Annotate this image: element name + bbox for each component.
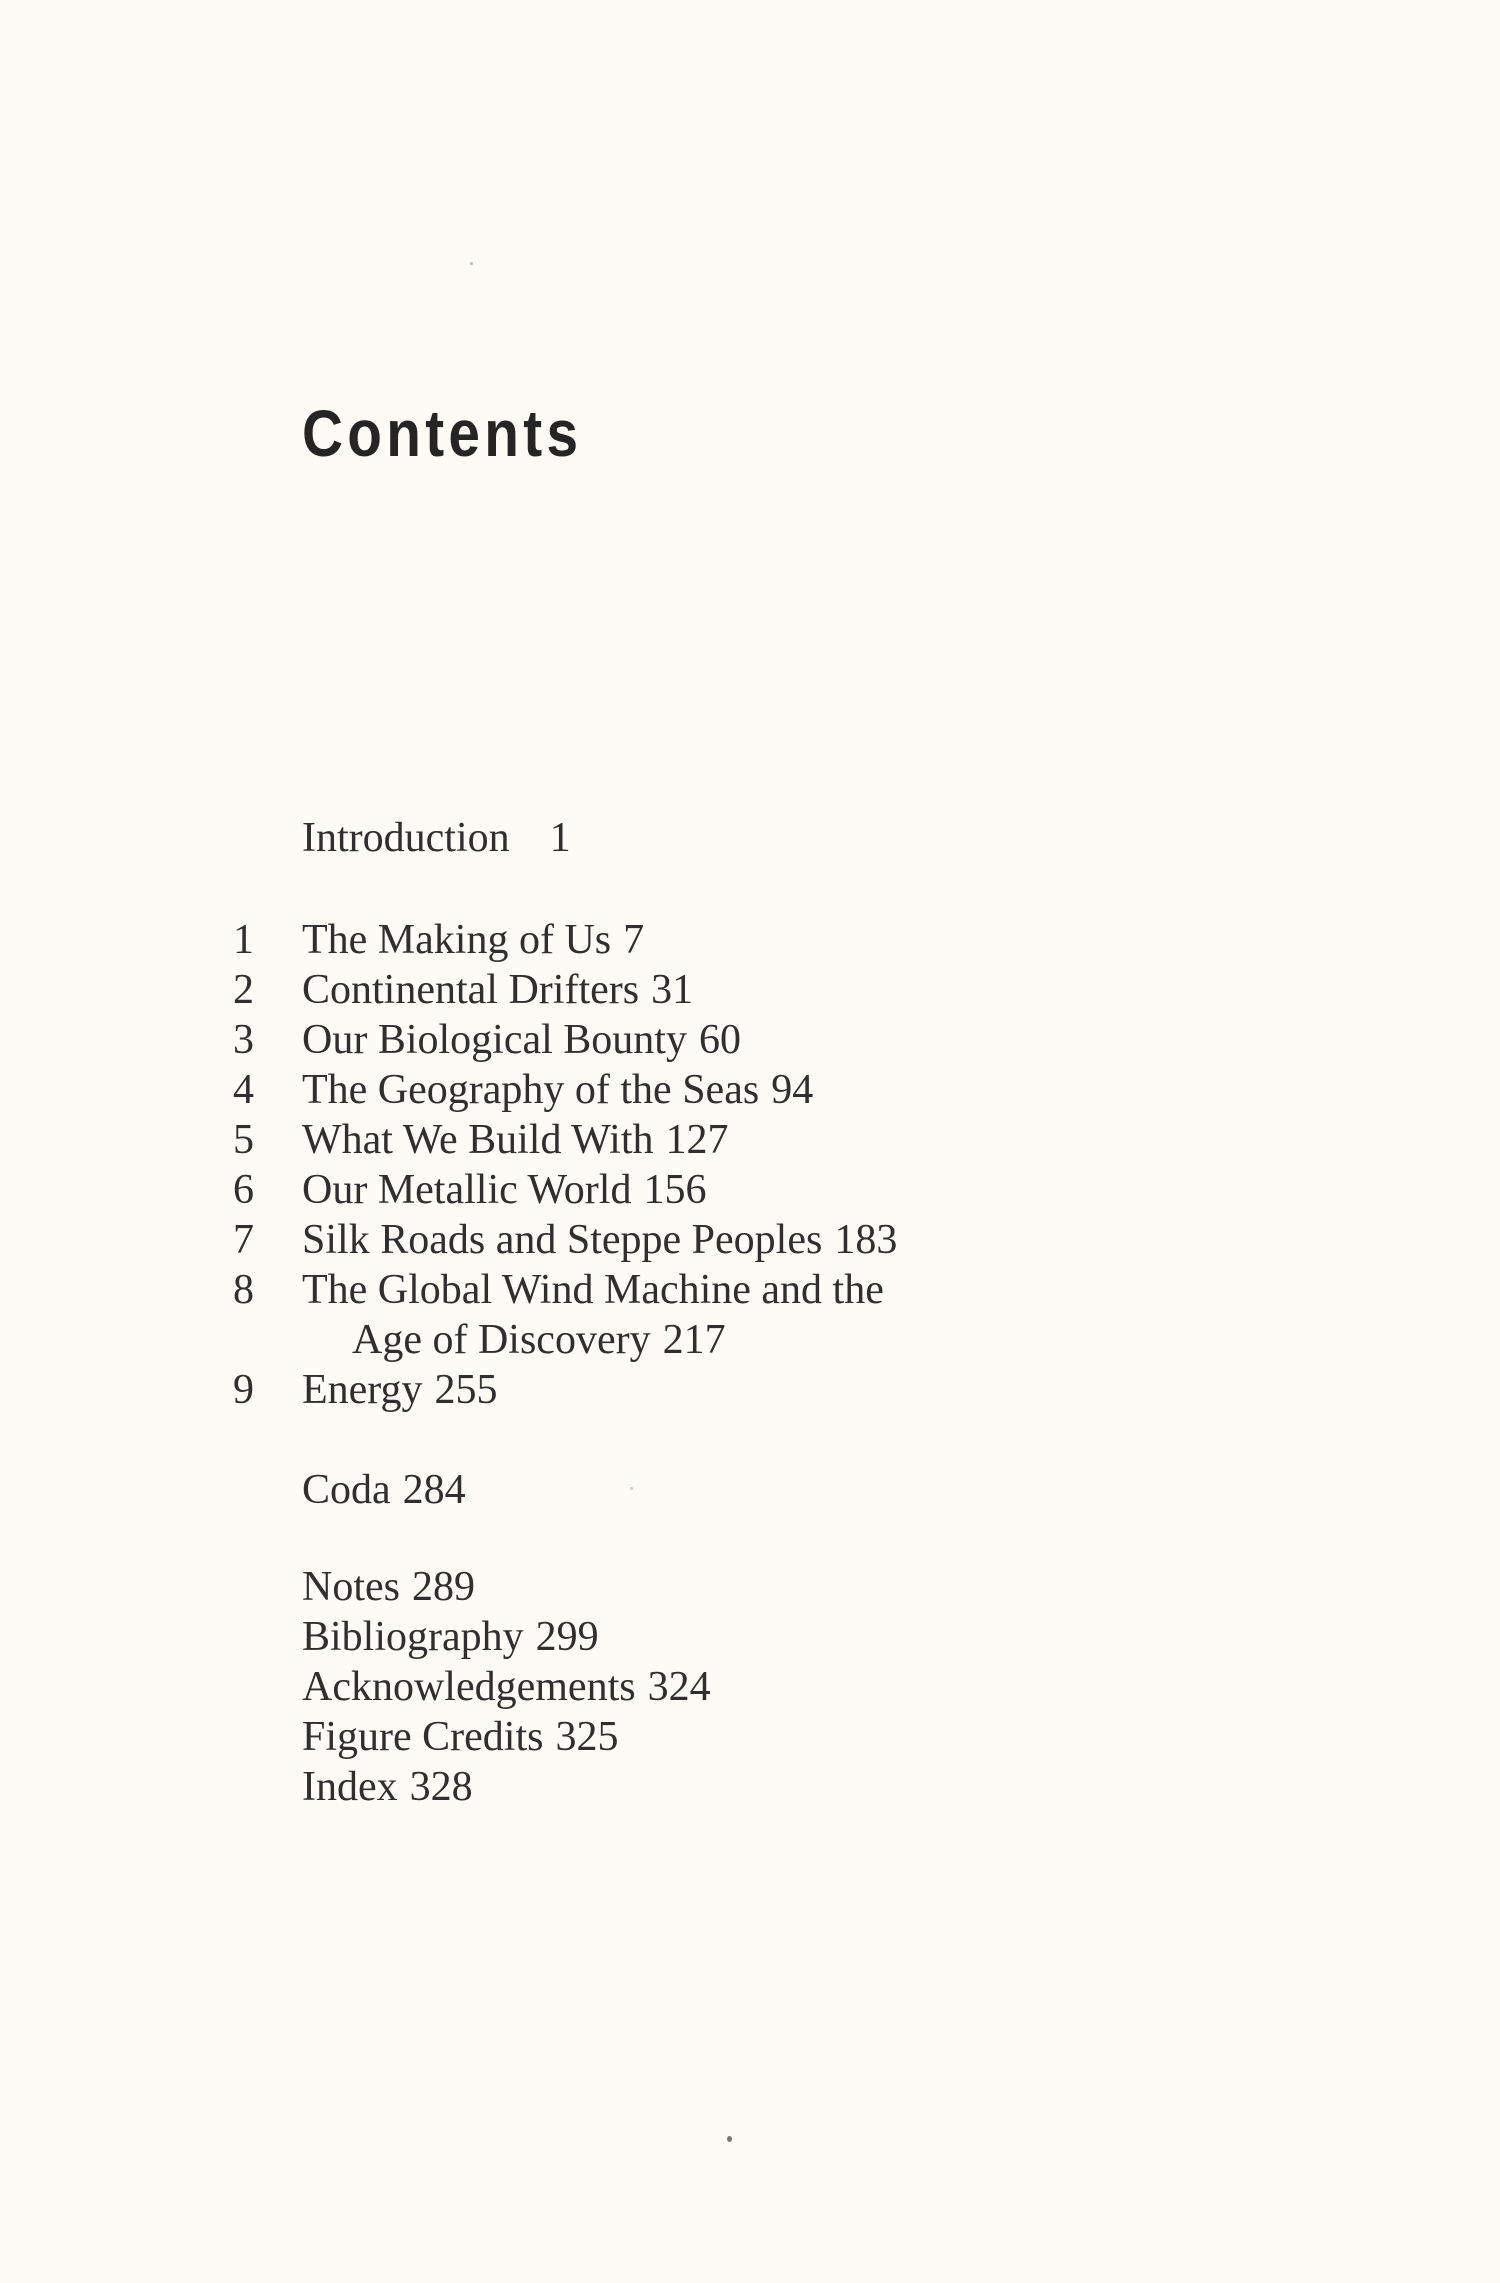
chapter-number: 1 bbox=[233, 917, 254, 963]
toc-entry-title-continued: Age of Discovery 217 bbox=[352, 1317, 726, 1363]
toc-entry-title: The Geography of the Seas 94 bbox=[302, 1067, 814, 1113]
toc-entry-page: 183 bbox=[834, 1217, 898, 1263]
toc-entry-page: 156 bbox=[643, 1167, 707, 1213]
chapter-number: 6 bbox=[233, 1167, 254, 1213]
toc-entry-title: Our Metallic World 156 bbox=[302, 1167, 707, 1213]
toc-entry-title: Continental Drifters 31 bbox=[302, 967, 694, 1013]
toc-entry-title: Our Biological Bounty 60 bbox=[302, 1017, 741, 1063]
toc-entry-page: 7 bbox=[623, 917, 645, 963]
toc-entry-page: 60 bbox=[698, 1017, 741, 1063]
toc-entry-title: Introduction 1 bbox=[302, 815, 571, 861]
scan-speck bbox=[727, 2136, 732, 2142]
toc-entry-page: 1 bbox=[549, 815, 571, 861]
toc-entry-page: 289 bbox=[412, 1564, 475, 1610]
toc-entry-title: Notes 289 bbox=[302, 1564, 475, 1610]
toc-entry-page: 324 bbox=[647, 1664, 711, 1710]
toc-entry-title: Figure Credits 325 bbox=[302, 1714, 619, 1760]
toc-entry-title: The Making of Us 7 bbox=[302, 917, 645, 963]
chapter-number: 3 bbox=[233, 1017, 254, 1063]
toc-entry-page: 127 bbox=[665, 1117, 729, 1163]
toc-entry-title: Index 328 bbox=[302, 1764, 473, 1810]
chapter-number: 9 bbox=[233, 1367, 254, 1413]
toc-entry-page: 328 bbox=[409, 1764, 473, 1810]
toc-entry-title: Bibliography 299 bbox=[302, 1614, 599, 1660]
page-title: Contents bbox=[302, 396, 583, 470]
toc-entry-page: 94 bbox=[771, 1067, 814, 1113]
scan-speck bbox=[470, 262, 473, 265]
toc-entry-page: 255 bbox=[434, 1367, 498, 1413]
chapter-number: 7 bbox=[233, 1217, 254, 1263]
toc-entry-page: 299 bbox=[535, 1614, 599, 1660]
toc-entry-page: 31 bbox=[651, 967, 694, 1013]
toc-entry-page: 217 bbox=[662, 1317, 726, 1363]
chapter-number: 8 bbox=[233, 1267, 254, 1313]
toc-entry-title: Acknowledgements 324 bbox=[302, 1664, 711, 1710]
toc-entry-title: Silk Roads and Steppe Peoples 183 bbox=[302, 1217, 898, 1263]
chapter-number: 5 bbox=[233, 1117, 254, 1163]
toc-entry-page: 325 bbox=[555, 1714, 619, 1760]
toc-entry-title: Energy 255 bbox=[302, 1367, 498, 1413]
chapter-number: 2 bbox=[233, 967, 254, 1013]
toc-entry-title: Coda 284 bbox=[302, 1467, 466, 1513]
toc-entry-title: The Global Wind Machine and the bbox=[302, 1267, 884, 1313]
toc-entry-title: What We Build With 127 bbox=[302, 1117, 729, 1163]
toc-entry-page: 284 bbox=[402, 1467, 466, 1513]
chapter-number: 4 bbox=[233, 1067, 254, 1113]
scan-speck bbox=[630, 1487, 633, 1490]
